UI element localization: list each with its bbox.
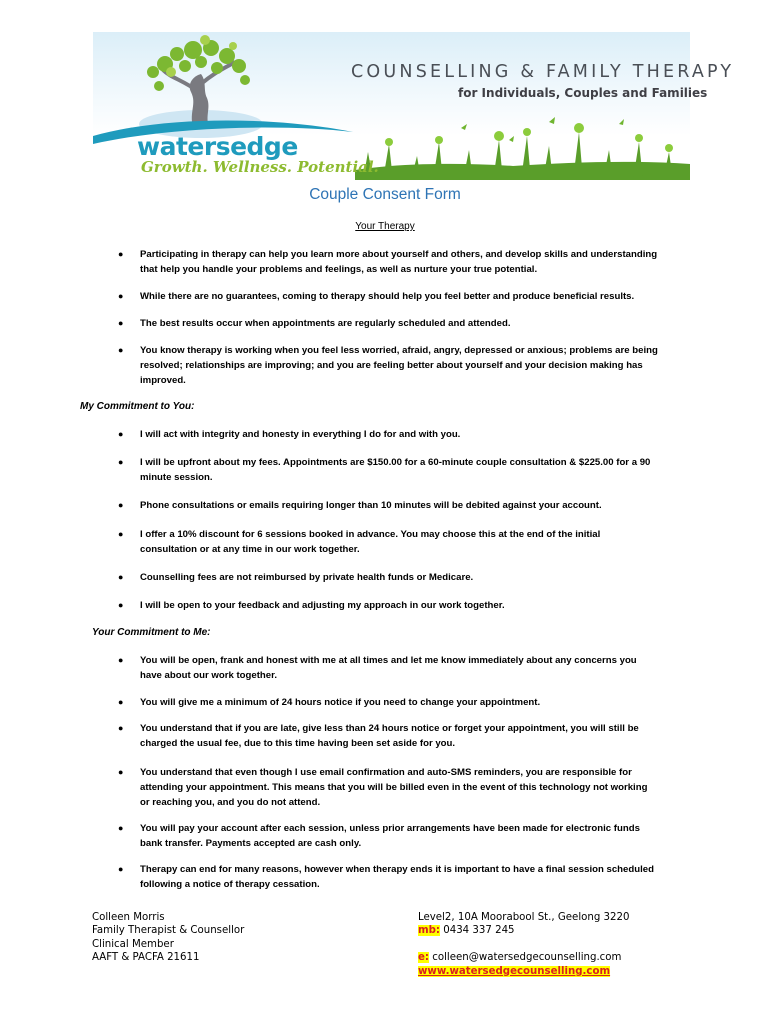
section-heading-my-commitment: My Commitment to You: [80, 401, 195, 412]
address: Level2, 10A Moorabool St., Geelong 3220 [418, 912, 630, 923]
bullet-icon: ● [118, 529, 124, 539]
email-line [418, 951, 629, 964]
bullet-icon: ● [118, 318, 124, 328]
mobile-number: 0434 337 245 [443, 925, 515, 937]
bullet-icon: ● [118, 723, 124, 733]
footer-left [92, 911, 244, 965]
brand-tagline: Growth. Wellness. Potential. [141, 158, 379, 176]
associations: AAFT & PACFA 21611 [92, 952, 200, 964]
practice-subtitle: for Individuals, Couples and Families [458, 86, 708, 100]
mobile-label: mb: [418, 925, 440, 937]
flowers-icon [385, 123, 673, 152]
bullet-icon: ● [118, 457, 124, 467]
email-label: e: [418, 952, 429, 964]
brand-name: watersedge [137, 132, 298, 161]
practice-title: COUNSELLING & FAMILY THERAPY [351, 62, 735, 82]
bullet-icon: ● [118, 823, 124, 833]
mobile-line [418, 924, 629, 937]
bullet-icon: ● [118, 697, 124, 707]
website-link[interactable]: www.watersedgecounselling.com [418, 965, 611, 977]
bullet-icon: ● [118, 572, 124, 582]
bullet-icon: ● [118, 600, 124, 610]
email-address[interactable]: colleen@watersedgecounselling.com [432, 952, 622, 964]
bullet-icon: ● [118, 291, 124, 301]
bullet-icon: ● [118, 500, 124, 510]
butterflies-icon [461, 117, 624, 142]
section-heading-your-commitment: Your Commitment to Me: [92, 627, 211, 638]
form-title: Couple Consent Form [309, 186, 461, 203]
footer-right [418, 911, 629, 978]
bullet-icon: ● [118, 345, 124, 355]
counsellor-name: Colleen Morris [92, 912, 165, 923]
bullet-icon: ● [118, 249, 124, 259]
bullet-icon: ● [118, 655, 124, 665]
counsellor-role: Family Therapist & Counsellor [92, 925, 245, 937]
bullet-icon: ● [118, 767, 124, 777]
bullet-icon: ● [118, 429, 124, 439]
header-banner [93, 32, 735, 180]
section-heading-your-therapy: Your Therapy [355, 221, 415, 232]
membership: Clinical Member [92, 938, 174, 950]
bullet-icon: ● [118, 864, 124, 874]
